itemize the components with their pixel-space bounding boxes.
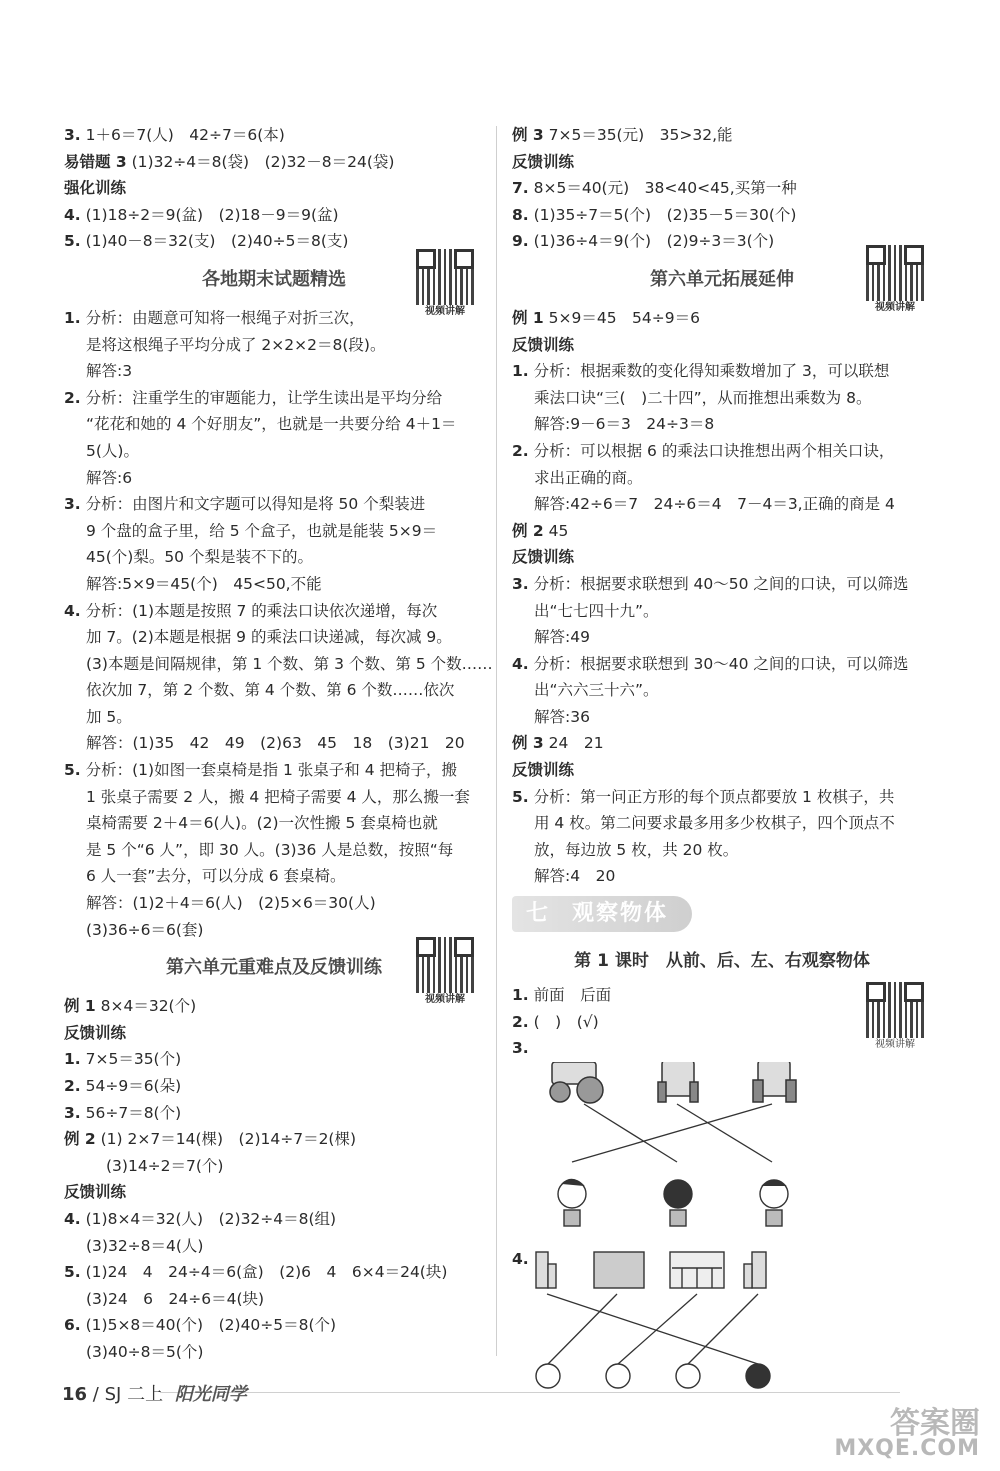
answer-line bbox=[64, 1339, 484, 1366]
match-line bbox=[548, 1294, 617, 1364]
item-number: 9. bbox=[512, 232, 529, 251]
answer-line bbox=[64, 1073, 484, 1100]
answer-line bbox=[64, 1153, 484, 1180]
item-text: 求出正确的商。 bbox=[534, 468, 643, 487]
qr-pattern bbox=[416, 249, 474, 305]
item-text: 24 21 bbox=[548, 734, 604, 753]
unit-title: 观察物体 bbox=[572, 901, 669, 927]
item-number: 4. bbox=[64, 1209, 81, 1228]
item-text: 45 bbox=[548, 521, 569, 540]
item-number: 例 1 bbox=[64, 997, 96, 1016]
unit-banner bbox=[512, 896, 932, 936]
answer-line bbox=[64, 1312, 484, 1339]
item-text: 1 张桌子需要 2 人，搬 4 把椅子需要 4 人，那么搬一套 bbox=[86, 787, 470, 806]
item-number: 2. bbox=[64, 1077, 81, 1095]
item-number: 例 2 bbox=[64, 1130, 96, 1149]
match-line bbox=[688, 1294, 758, 1364]
item-text: 解答:9－6＝3 24÷3＝8 bbox=[534, 415, 715, 434]
item-text: 解答：(1)35 42 49 (2)63 45 18 (3)21 20 bbox=[86, 734, 465, 753]
item-text: (1)18÷2＝9(盆) (2)18－9＝9(盆) bbox=[85, 205, 339, 224]
answer-line bbox=[64, 1100, 484, 1127]
answer-line bbox=[512, 730, 932, 757]
answer-line bbox=[64, 810, 484, 837]
qr-code-icon[interactable] bbox=[416, 249, 474, 319]
figure-vehicles-observers bbox=[512, 1062, 932, 1174]
item-number: 8. bbox=[512, 205, 529, 224]
left-column bbox=[64, 122, 493, 1366]
item-text: 前面 后面 bbox=[533, 986, 612, 1005]
answer-line bbox=[64, 518, 484, 545]
answer-line bbox=[64, 1126, 484, 1153]
item-text: 出“六六三十六”。 bbox=[534, 681, 659, 700]
answer-line bbox=[64, 149, 484, 176]
item-text: 7×5＝35(个) bbox=[85, 1050, 182, 1069]
item-text: 解答:49 bbox=[534, 628, 590, 647]
item-text: 出“七七四十九”。 bbox=[534, 601, 659, 620]
qr-code-icon[interactable] bbox=[866, 245, 924, 315]
item-text: 依次加 7，第 2 个数、第 4 个数、第 6 个数……依次 bbox=[86, 681, 455, 700]
answer-line bbox=[512, 518, 932, 545]
item-text: 解答:6 bbox=[86, 468, 133, 487]
qr-code-icon[interactable] bbox=[416, 937, 474, 1007]
item-text: 分析：可以根据 6 的乘法口诀推想出两个相关口诀， bbox=[533, 441, 895, 460]
page-number: 16 bbox=[62, 1384, 88, 1405]
answer-line bbox=[512, 571, 932, 598]
observer-heads-row bbox=[536, 1364, 770, 1388]
edition-code: SJ bbox=[104, 1384, 122, 1405]
answer-line bbox=[512, 122, 932, 149]
answer-line bbox=[512, 358, 932, 385]
answer-line bbox=[512, 491, 932, 518]
item-number: 1. bbox=[512, 986, 529, 1005]
item-number: 反馈训练 bbox=[512, 152, 575, 171]
qr-pattern bbox=[416, 937, 474, 993]
answer-line bbox=[64, 757, 484, 784]
answer-line bbox=[512, 757, 932, 784]
watermark-url: MXQE.COM bbox=[834, 1436, 980, 1461]
answer-line bbox=[512, 837, 932, 864]
qr-pattern bbox=[866, 245, 924, 301]
right-intro-block bbox=[512, 122, 932, 255]
column-divider bbox=[496, 126, 497, 1356]
item-text: (3)40÷8＝5(个) bbox=[86, 1342, 204, 1361]
answer-line bbox=[64, 411, 484, 438]
item-text: (1)8×4＝32(人) (2)32÷4＝8(组) bbox=[85, 1209, 337, 1228]
item-text: 5(人)。 bbox=[86, 441, 139, 460]
item-text: 解答:36 bbox=[534, 707, 590, 726]
answer-line bbox=[512, 411, 932, 438]
item-text: 1＋6＝7(人) 42÷7＝6(本) bbox=[85, 126, 285, 144]
item-text: 加 7。(2)本题是根据 9 的乘法口诀递减，每次减 9。 bbox=[86, 628, 452, 647]
item-number: 4. bbox=[512, 654, 529, 673]
item-text: 9 个盘的盒子里，给 5 个盒子，也就是能装 5×9＝ bbox=[86, 521, 438, 540]
item-text: (3)本题是间隔规律，第 1 个数、第 3 个数、第 5 个数…… bbox=[86, 654, 493, 673]
answer-line bbox=[512, 465, 932, 492]
item-text: 解答:4 20 bbox=[534, 867, 616, 886]
item-text: 桌椅需要 2＋4＝6(人)。(2)一次性搬 5 套桌椅也就 bbox=[86, 814, 438, 833]
answer-line bbox=[64, 1020, 484, 1047]
answer-line bbox=[512, 385, 932, 412]
answer-line bbox=[64, 1046, 484, 1073]
item-text: 乘法口诀“三( )二十四”，从而推想出乘数为 8。 bbox=[534, 388, 872, 407]
answer-line bbox=[512, 704, 932, 731]
item-number: 5. bbox=[512, 787, 529, 806]
item-text: 56÷7＝8(个) bbox=[85, 1103, 182, 1122]
right-column bbox=[512, 122, 932, 1396]
answer-line bbox=[64, 1206, 484, 1233]
answer-line bbox=[512, 598, 932, 625]
answer-line bbox=[64, 624, 484, 651]
item-text: (1)24 4 24÷4＝6(盒) (2)6 4 6×4＝24(块) bbox=[85, 1263, 448, 1282]
item-number: 3. bbox=[64, 495, 81, 514]
answer-line bbox=[64, 890, 484, 917]
item-number: 反馈训练 bbox=[512, 761, 575, 780]
answer-line bbox=[64, 1233, 484, 1260]
answer-line bbox=[64, 651, 493, 678]
piano-back-icon bbox=[594, 1252, 644, 1288]
item-text: 分析：(1)如图一套桌椅是指 1 张桌子和 4 把椅子，搬 bbox=[85, 761, 458, 780]
answer-line bbox=[64, 332, 484, 359]
item-number: 5. bbox=[64, 761, 81, 780]
footer-separator: / bbox=[92, 1384, 99, 1405]
item-text: 分析：第一问正方形的每个顶点都要放 1 枚棋子，共 bbox=[533, 787, 895, 806]
page-footer bbox=[62, 1380, 247, 1406]
final-exam-answers bbox=[64, 305, 493, 943]
vehicle-matching-figure bbox=[512, 1062, 892, 1174]
answer-line bbox=[512, 332, 932, 359]
item-number: 例 3 bbox=[512, 734, 544, 753]
item-number: 1. bbox=[512, 362, 529, 381]
item-text: 用 4 枚。第二问要求最多用多少枚棋子，四个顶点不 bbox=[534, 814, 895, 833]
item-text: 是 5 个“6 人”，即 30 人。(3)36 人是总数，按照“每 bbox=[86, 840, 454, 859]
qr-pattern bbox=[866, 982, 924, 1038]
section-title-unit6-review: 第六单元重难点及反馈训练 视频讲解 bbox=[64, 943, 484, 993]
grade-label: 二上 bbox=[127, 1384, 164, 1405]
footer-rule bbox=[160, 1392, 900, 1393]
answer-line bbox=[512, 175, 932, 202]
item-text: (1)5×8＝40(个) (2)40÷5＝8(个) bbox=[85, 1316, 337, 1335]
question-number: 4. bbox=[512, 1249, 529, 1268]
item-number: 6. bbox=[64, 1316, 81, 1335]
item-text: (3)24 6 24÷6＝4(块) bbox=[86, 1289, 265, 1308]
item-text: 分析：(1)本题是按照 7 的乘法口诀依次递增，每次 bbox=[85, 601, 438, 620]
item-number: 强化训练 bbox=[64, 179, 127, 198]
piano-other-side-icon bbox=[744, 1252, 766, 1288]
item-number: 4. bbox=[64, 205, 81, 224]
figure-observers-row bbox=[512, 1174, 932, 1238]
brand-logo: 阳光同学 bbox=[174, 1384, 247, 1405]
item-text: 45(个)梨。50 个梨是装不下的。 bbox=[86, 548, 313, 567]
answer-line bbox=[64, 202, 484, 229]
item-text: 6 人一套”去分，可以分成 6 套桌椅。 bbox=[86, 867, 346, 886]
answer-line bbox=[512, 624, 932, 651]
item-number: 7. bbox=[512, 179, 529, 198]
answer-line bbox=[64, 465, 484, 492]
item-number: 3. bbox=[512, 1039, 529, 1058]
item-text: 分析：根据要求联想到 40～50 之间的口诀，可以筛选 bbox=[533, 574, 909, 593]
tractor-back-icon bbox=[753, 1062, 796, 1102]
tractor-front-icon bbox=[658, 1062, 698, 1102]
answer-line bbox=[64, 598, 484, 625]
unit6-extension-answers bbox=[512, 305, 932, 890]
item-number: 反馈训练 bbox=[64, 1183, 127, 1202]
child-front-icon bbox=[760, 1180, 788, 1226]
item-text: (1)36÷4＝9(个) (2)9÷3＝3(个) bbox=[533, 232, 775, 251]
child-back-icon bbox=[664, 1180, 692, 1226]
answer-line bbox=[512, 202, 932, 229]
item-text: “花花和她的 4 个好朋友”，也就是一共要分给 4＋1＝ bbox=[86, 415, 457, 434]
item-text: 解答:3 bbox=[86, 362, 133, 381]
question-4-figure bbox=[512, 1246, 932, 1396]
answer-line bbox=[64, 358, 484, 385]
answer-line bbox=[64, 1286, 484, 1313]
item-text: 解答:5×9＝45(个) 45<50,不能 bbox=[86, 574, 322, 593]
answer-line bbox=[64, 544, 484, 571]
qr-label: 视频讲解 bbox=[425, 305, 465, 317]
piano-front-icon bbox=[670, 1252, 724, 1288]
answer-line bbox=[512, 677, 932, 704]
item-text: (3)14÷2＝7(个) bbox=[106, 1156, 224, 1175]
answer-line bbox=[64, 122, 484, 149]
qr-label: 视频讲解 bbox=[875, 1039, 915, 1051]
watermark-logo: 答案圈 bbox=[890, 1406, 980, 1441]
qr-label: 视频讲解 bbox=[425, 994, 465, 1006]
match-line bbox=[677, 1104, 772, 1162]
item-number: 3. bbox=[512, 574, 529, 593]
answer-line bbox=[64, 491, 484, 518]
item-text: (1) 2×7＝14(棵) (2)14÷7＝2(棵) bbox=[100, 1130, 357, 1149]
answer-line bbox=[64, 438, 484, 465]
answer-line bbox=[64, 784, 484, 811]
answer-line bbox=[512, 149, 932, 176]
lesson-block bbox=[512, 982, 932, 1062]
item-text: ( ) (√) bbox=[533, 1012, 599, 1031]
item-number: 5. bbox=[64, 1263, 81, 1282]
item-number: 1. bbox=[64, 308, 81, 327]
item-text: 分析：由题意可知将一根绳子对折三次， bbox=[85, 308, 365, 327]
section-title-unit6-extension: 第六单元拓展延伸 视频讲解 bbox=[512, 255, 932, 305]
qr-label: 视频讲解 bbox=[875, 301, 915, 313]
answer-line bbox=[512, 438, 932, 465]
item-text: 分析：根据要求联想到 30～40 之间的口诀，可以筛选 bbox=[533, 654, 909, 673]
item-text: 放，每边放 5 枚，共 20 枚。 bbox=[534, 840, 739, 859]
item-text: 分析：根据乘数的变化得知乘数增加了 3，可以联想 bbox=[533, 362, 890, 381]
item-text: (1)40－8＝32(支) (2)40÷5＝8(支) bbox=[85, 232, 349, 251]
item-text: 8×4＝32(个) bbox=[100, 997, 197, 1016]
item-number: 例 3 bbox=[512, 126, 544, 144]
piano-matching-figure bbox=[512, 1246, 912, 1396]
answer-line bbox=[512, 863, 932, 890]
item-text: (3)32÷8＝4(人) bbox=[86, 1236, 204, 1255]
answer-line bbox=[512, 810, 932, 837]
observer-heads bbox=[512, 1174, 892, 1238]
item-text: 54÷9＝6(朵) bbox=[85, 1077, 182, 1095]
item-number: 反馈训练 bbox=[64, 1023, 127, 1042]
item-text: 5×9＝45 54÷9＝6 bbox=[548, 308, 700, 327]
item-number: 反馈训练 bbox=[512, 548, 575, 567]
answer-line bbox=[64, 175, 484, 202]
section-title-final-exam: 各地期末试题精选 视频讲解 bbox=[64, 255, 484, 305]
item-text: 是将这根绳子平均分成了 2×2×2＝8(段)。 bbox=[86, 335, 386, 354]
item-text: 加 5。 bbox=[86, 707, 132, 726]
answer-line bbox=[64, 1179, 484, 1206]
unit6-review-answers bbox=[64, 993, 484, 1365]
item-number: 易错题 3 bbox=[64, 152, 127, 171]
child-left-icon bbox=[558, 1179, 586, 1226]
item-text: 7×5＝35(元) 35>32,能 bbox=[548, 126, 733, 144]
item-number: 4. bbox=[64, 601, 81, 620]
item-number: 5. bbox=[64, 232, 81, 251]
unit-number: 七 bbox=[525, 901, 548, 927]
item-number: 2. bbox=[512, 441, 529, 460]
match-line bbox=[618, 1294, 697, 1364]
item-number: 2. bbox=[512, 1012, 529, 1031]
item-number: 3. bbox=[64, 1103, 81, 1122]
item-number: 反馈训练 bbox=[512, 335, 575, 354]
qr-code-icon[interactable] bbox=[866, 982, 924, 1052]
item-text: (1)35÷7＝5(个) (2)35－5＝30(个) bbox=[533, 205, 797, 224]
answer-line bbox=[64, 1259, 484, 1286]
answer-line bbox=[64, 571, 484, 598]
answer-line bbox=[512, 784, 932, 811]
item-text: 解答：(1)2＋4＝6(人) (2)5×6＝30(人) bbox=[86, 894, 376, 913]
piano-side-icon bbox=[536, 1252, 556, 1288]
item-text: 分析：注重学生的审题能力，让学生读出是平均分给 bbox=[85, 388, 443, 407]
answer-line bbox=[64, 385, 484, 412]
answer-line bbox=[64, 863, 484, 890]
lesson-title: 第 1 课时 从前、后、左、右观察物体 bbox=[574, 951, 870, 972]
answer-line bbox=[512, 544, 932, 571]
item-number: 例 1 bbox=[512, 308, 544, 327]
item-text: 分析：由图片和文字题可以得知是将 50 个梨装进 bbox=[85, 495, 426, 514]
item-number: 2. bbox=[64, 388, 81, 407]
item-text: (1)32÷4＝8(袋) (2)32－8＝24(袋) bbox=[131, 152, 395, 171]
item-text: 8×5＝40(元) 38<40<45,买第一种 bbox=[533, 179, 797, 198]
match-line bbox=[572, 1104, 772, 1162]
item-number: 例 2 bbox=[512, 521, 544, 540]
left-intro-block bbox=[64, 122, 484, 255]
item-text: 解答:42÷6＝7 24÷6＝4 7－4＝3,正确的商是 4 bbox=[534, 495, 895, 514]
answer-line bbox=[64, 677, 484, 704]
item-number: 1. bbox=[64, 1050, 81, 1069]
answer-line bbox=[512, 651, 932, 678]
answer-line bbox=[64, 704, 484, 731]
answer-line bbox=[64, 730, 484, 757]
tractor-side-icon bbox=[550, 1062, 603, 1103]
item-text: (3)36÷6＝6(套) bbox=[86, 920, 204, 939]
answer-line bbox=[64, 837, 484, 864]
item-number: 3. bbox=[64, 126, 81, 144]
match-line bbox=[547, 1294, 758, 1364]
match-line bbox=[584, 1104, 677, 1162]
